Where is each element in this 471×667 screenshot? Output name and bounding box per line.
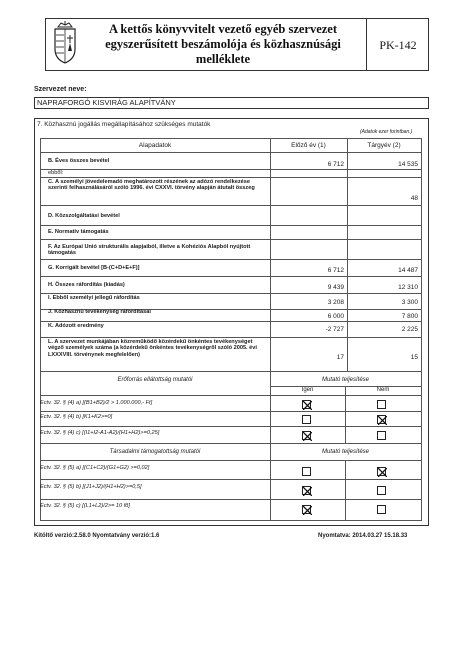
indicator-label: Ectv. 32. § (4) b) [K1+K2>=0] bbox=[40, 414, 113, 420]
no-column-label: Nem bbox=[376, 387, 390, 393]
row-line bbox=[40, 177, 422, 178]
support-3-no-checkbox[interactable] bbox=[377, 505, 386, 514]
support-2-yes-checkbox[interactable] bbox=[302, 486, 311, 495]
organization-name: NAPRAFORGÓ KISVIRÁG ALAPÍTVÁNY bbox=[34, 97, 429, 109]
support-fulfillment-heading: Mutató teljesítése bbox=[321, 449, 370, 455]
title-line-2: egyszerűsített beszámolója és közhasznúsági melléklete bbox=[105, 37, 341, 66]
resources-fulfillment-heading: Mutató teljesítése bbox=[321, 377, 370, 383]
title-line-1: A kettős könyvvitelt vezető egyéb szervezet bbox=[108, 22, 338, 36]
row-label: D. Közszolgáltatási bevétel bbox=[48, 213, 120, 219]
support-1-no-checkbox[interactable] bbox=[377, 467, 386, 476]
res-right-border bbox=[421, 371, 422, 443]
row-label: B. Éves összes bevétel bbox=[48, 158, 110, 164]
row-label: C. A személyi jövedelemadó meghatározott részének az adózó rendelkezése szerinti felhasználásáról szóló 1996. évi CXXVI. törvény alapján átutalt összeg bbox=[48, 179, 255, 192]
table-right-border-2 bbox=[421, 276, 422, 372]
row-label: E. Normatív támogatás bbox=[48, 229, 109, 235]
col-divider-2b bbox=[347, 276, 348, 372]
row-prev-value: 6 000 bbox=[327, 313, 344, 320]
table-top-border bbox=[40, 138, 422, 139]
row-line bbox=[40, 499, 422, 500]
row-line bbox=[40, 443, 422, 444]
col-divider-1 bbox=[270, 138, 271, 286]
row-curr-value: 14 535 bbox=[398, 161, 418, 168]
row-curr-value: 48 bbox=[410, 195, 418, 202]
support-heading: Társadalmi támogatottság mutatói bbox=[109, 449, 201, 455]
row-label: F. Az Európai Unió strukturális alapjaiból, illetve a Kohéziós Alapból nyújtott támogatás bbox=[48, 244, 251, 257]
support-2-no-checkbox[interactable] bbox=[377, 486, 386, 495]
units-note: (Adatok ezer forintban.) bbox=[360, 129, 413, 135]
row-line bbox=[40, 460, 422, 461]
row-curr-value: 14 487 bbox=[398, 267, 418, 274]
row-label: J. Közhasznú tevékenység ráfordításai bbox=[48, 309, 151, 315]
indicator-label: Ectv. 32. § (5) b) [(J1+J2)/(H1+H2)>=0,5] bbox=[40, 484, 142, 490]
row-line bbox=[40, 520, 422, 521]
col-divider-2 bbox=[347, 138, 348, 286]
row-prev-value: 6 712 bbox=[327, 161, 344, 168]
row-line bbox=[40, 239, 422, 240]
support-1-yes-checkbox[interactable] bbox=[302, 467, 311, 476]
resource-1-yes-checkbox[interactable] bbox=[302, 400, 311, 409]
yes-column-label: Igen bbox=[301, 387, 314, 393]
row-line bbox=[40, 205, 422, 206]
print-timestamp: Nyomtatva: 2014.03.27 15.18.33 bbox=[318, 533, 408, 539]
section-title: 7. Közhasznú jogállás megállapításához szükséges mutatók bbox=[37, 121, 211, 128]
row-prev-value: 3 208 bbox=[327, 299, 344, 306]
row-line bbox=[40, 225, 422, 226]
row-prev-value: 6 712 bbox=[327, 267, 344, 274]
table-right-border bbox=[421, 138, 422, 286]
row-line bbox=[40, 337, 422, 338]
resource-2-no-checkbox[interactable] bbox=[377, 415, 386, 424]
table-left-border-2 bbox=[40, 276, 41, 372]
row-label: K. Adózott eredmény bbox=[48, 323, 104, 329]
indicator-label: Ectv. 32. § (5) a) [(C1+C2)/(G1+G2) >=0,02] bbox=[40, 465, 150, 471]
row-curr-value: 3 300 bbox=[401, 299, 418, 306]
resource-2-yes-checkbox[interactable] bbox=[302, 415, 311, 424]
col-header-prev: Előző év (1) bbox=[291, 142, 326, 149]
row-line bbox=[40, 321, 422, 322]
row-line bbox=[40, 395, 422, 396]
col-divider-1b bbox=[270, 276, 271, 372]
row-label: L. A szervezet munkájában közreműködő közérdekű önkéntes tevékenységet végző személyek száma (a közérdekű önkéntes tevékenységről szóló 2005. évi LXXXVIII. törvénynek megfelelően) bbox=[48, 339, 257, 358]
row-label: G. Korrigált bevétel [B-(C+D+E+F)] bbox=[48, 265, 140, 271]
row-curr-value: 15 bbox=[410, 354, 418, 361]
organization-label: Szervezet neve: bbox=[34, 86, 87, 93]
table-left-border bbox=[40, 138, 41, 286]
header-row-line bbox=[40, 152, 422, 153]
col-header-basis: Alapadatok bbox=[138, 142, 172, 149]
row-prev-value: 9 439 bbox=[327, 284, 344, 291]
row-line bbox=[40, 259, 422, 260]
indicator-label: Ectv. 32. § (4) a) [(B1+B2)/2 > 1.000.000,- Ft] bbox=[40, 400, 153, 406]
row-label: ebből: bbox=[48, 170, 64, 176]
resource-3-no-checkbox[interactable] bbox=[377, 431, 386, 440]
row-curr-value: 2 225 bbox=[401, 326, 418, 333]
row-curr-value: 12 310 bbox=[398, 284, 418, 291]
row-curr-value: 7 800 bbox=[401, 313, 418, 320]
filler-version: Kitöltő verzió:2.58.0 Nyomtatvány verzió:1.6 bbox=[34, 533, 160, 539]
sup-right-border bbox=[421, 443, 422, 520]
row-line bbox=[40, 426, 422, 427]
row-line bbox=[40, 293, 422, 294]
indicator-label: Ectv. 32. § (5) c) [(L1+L2)/2>= 10 fő] bbox=[40, 503, 130, 509]
document-title bbox=[82, 22, 364, 67]
row-prev-value: 17 bbox=[336, 354, 344, 361]
coat-of-arms-icon bbox=[52, 21, 78, 65]
indicator-label: Ectv. 32. § (4) c) [(I1+I2-A1-A2)/(H1+H2)>=0,25] bbox=[40, 430, 160, 436]
resources-heading: Erőforrás ellátottság mutatói bbox=[117, 377, 193, 383]
table-bottom-border bbox=[40, 371, 422, 372]
support-3-yes-checkbox[interactable] bbox=[302, 505, 311, 514]
row-label: H. Összes ráfordítás (kiadás) bbox=[48, 282, 125, 288]
sup-yes-no-divider bbox=[345, 460, 346, 520]
resource-3-yes-checkbox[interactable] bbox=[302, 431, 311, 440]
row-line bbox=[40, 411, 422, 412]
row-label: I. Ebből személyi jellegű ráfordítás bbox=[48, 295, 140, 301]
form-code: PK-142 bbox=[379, 38, 417, 52]
row-prev-value: -2 727 bbox=[325, 326, 344, 333]
col-header-curr: Tárgyév (2) bbox=[367, 142, 401, 149]
resource-1-no-checkbox[interactable] bbox=[377, 400, 386, 409]
row-line bbox=[40, 276, 422, 277]
row-line bbox=[40, 479, 422, 480]
